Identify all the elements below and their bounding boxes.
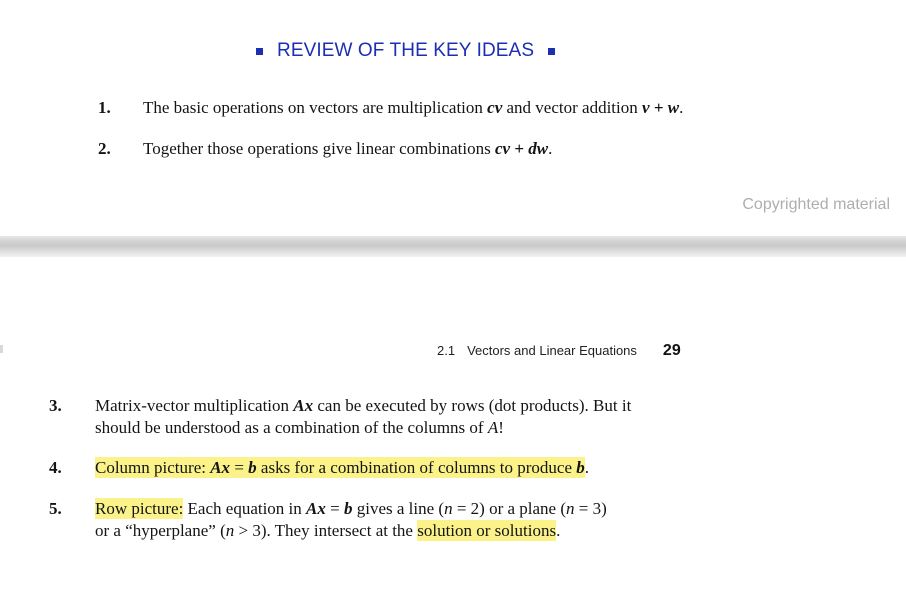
section-number: 2.1 <box>437 343 456 358</box>
item-text-line-1 <box>95 395 631 417</box>
text-run: = 2) or a plane ( <box>452 499 567 518</box>
math-expression: b <box>343 499 353 518</box>
item-number: 2. <box>98 139 111 158</box>
text-run: = <box>325 499 344 518</box>
math-expression: Ax <box>293 396 314 415</box>
top-page <box>0 0 906 236</box>
text-run: should be understood as a combination of the columns of <box>95 418 488 437</box>
margin-mark <box>0 345 3 353</box>
math-expression: n <box>225 521 235 540</box>
text-run: asks for a combination of columns to produce <box>256 458 577 477</box>
text-run: or a “hyperplane” ( <box>95 521 226 540</box>
math-expression: n <box>566 499 575 518</box>
math-expression: cv <box>487 98 503 117</box>
square-bullet-icon <box>256 48 263 55</box>
math-expression: b <box>576 458 585 477</box>
highlighted-text: solution or solutions <box>417 521 557 540</box>
item-text <box>143 97 683 119</box>
item-number: 4. <box>49 458 62 477</box>
section-title <box>256 38 555 64</box>
text-run: and vector addition <box>502 98 642 117</box>
copyright-watermark: Copyrighted material <box>742 196 890 213</box>
item-number: 3. <box>49 396 62 415</box>
text-run: = <box>230 458 249 477</box>
math-expression: A <box>487 418 499 437</box>
text-run: > 3). They intersect at the <box>234 521 418 540</box>
math-expression: b <box>248 458 257 477</box>
text-run: . <box>556 521 561 540</box>
text-run: can be executed by rows (dot products). But it <box>313 396 632 415</box>
item-text-line-2 <box>95 520 560 542</box>
text-run: gives a line ( <box>352 499 445 518</box>
item-number: 5. <box>49 499 62 518</box>
math-expression: Ax <box>210 458 231 477</box>
text-run: Matrix-vector multiplication <box>95 396 294 415</box>
item-text-line-2 <box>95 417 504 439</box>
text-run: Together those operations give linear combinations <box>143 139 495 158</box>
running-head <box>437 342 681 360</box>
math-expression: Ax <box>306 499 326 518</box>
text-run: ! <box>498 418 504 437</box>
text-run: = 3) <box>574 499 607 518</box>
text-run: . <box>679 98 684 117</box>
text-run: . <box>548 139 553 158</box>
item-number: 1. <box>98 98 111 117</box>
text-run: The basic operations on vectors are multiplication <box>143 98 488 117</box>
highlighted-text <box>95 457 585 478</box>
text-run: . <box>584 458 590 477</box>
math-expression: cv + dw <box>494 139 549 158</box>
highlighted-text: Row picture: <box>95 499 184 518</box>
item-text <box>95 457 589 479</box>
section-name: Vectors and Linear Equations <box>467 343 637 358</box>
page-divider <box>0 236 906 257</box>
text-run: Column picture: <box>95 458 211 477</box>
item-text-line-1 <box>95 498 607 520</box>
item-text <box>143 138 552 160</box>
text-run: Each equation in <box>183 499 307 518</box>
square-bullet-icon <box>548 48 555 55</box>
math-expression: v + w <box>642 98 680 117</box>
math-expression: n <box>444 499 453 518</box>
page-number: 29 <box>662 342 681 359</box>
section-title-text: REVIEW OF THE KEY IDEAS <box>277 40 535 61</box>
